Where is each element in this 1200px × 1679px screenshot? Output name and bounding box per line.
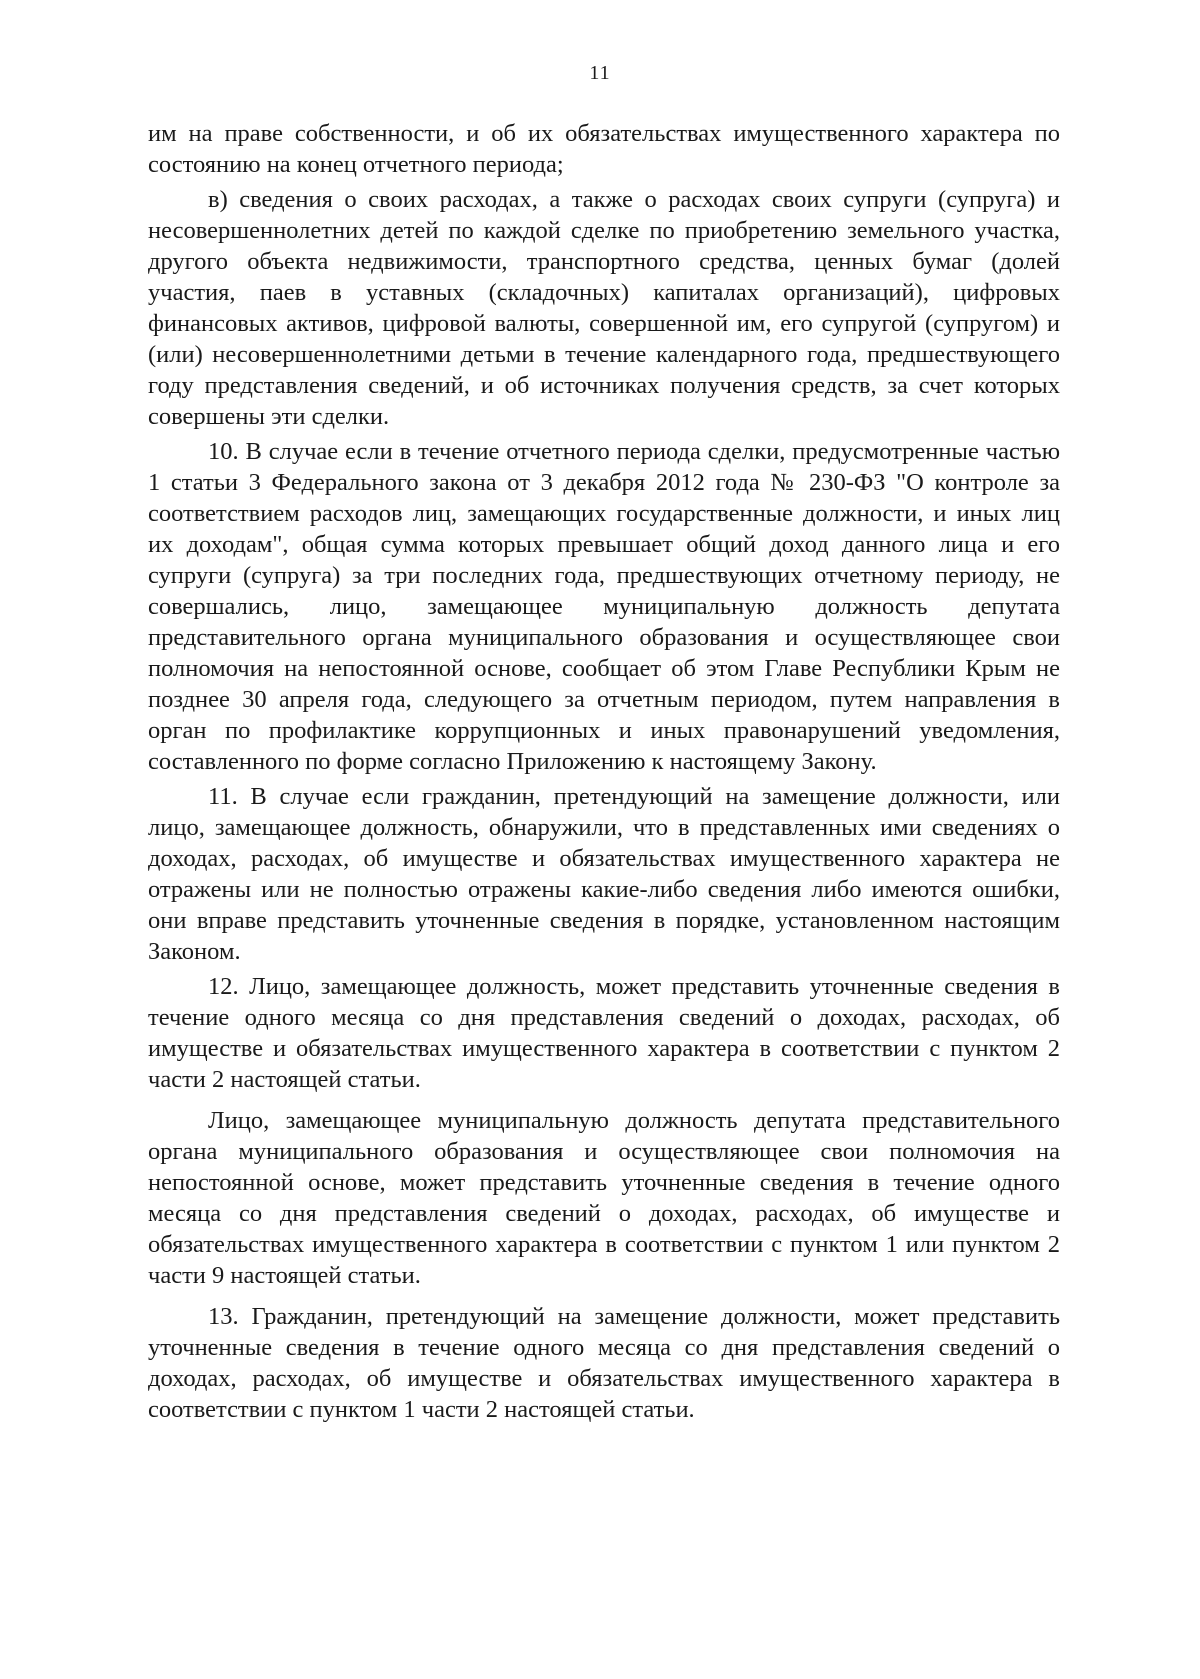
- paragraph-item-10: 10. В случае если в течение отчетного периода сделки, предусмотренные частью 1 статьи 3 Федерального закона от 3 декабря 2012 года № 230-ФЗ "О контроле за соответствием расходов лиц, замещающих государственные должности, и иных лиц их доходам", общая сумма которых превышает общий доход данного лица и его супруги (супруга) за три последних года, предшествующих отчетному периоду, не совершались, лицо, замещающее муниципальную должность депутата представительного органа муниципального образования и осуществляющее свои полномочия на непостоянной основе, сообщает об этом Главе Республики Крым не позднее 30 апреля года, следующего за отчетным периодом, путем направления в орган по профилактике коррупционных и иных правонарушений уведомления, составленного по форме согласно Приложению к настоящему Закону.: [148, 438, 1060, 775]
- paragraph-continuation: им на праве собственности, и об их обязательствах имущественного характера по состоянию на конец отчетного периода;: [148, 120, 1060, 178]
- page-number: 11: [589, 62, 611, 84]
- paragraph-item-13: 13. Гражданин, претендующий на замещение должности, может представить уточненные сведения в течение одного месяца со дня представления сведений о доходах, расходах, об имуществе и обязательствах имущественного характера в соответствии с пунктом 1 части 2 настоящей статьи.: [148, 1303, 1060, 1423]
- paragraph-item-11: 11. В случае если гражданин, претендующий на замещение должности, или лицо, замещающее должность, обнаружили, что в представленных ими сведениях о доходах, расходах, об имуществе и обязательствах имущественного характера не отражены или не полностью отражены какие-либо сведения либо имеются ошибки, они вправе представить уточненные сведения в порядке, установленном настоящим Законом.: [148, 783, 1060, 965]
- document-body: [148, 118, 1060, 1429]
- paragraph-item-12: 12. Лицо, замещающее должность, может представить уточненные сведения в течение одного месяца со дня представления сведений о доходах, расходах, об имуществе и обязательствах имущественного характера в соответствии с пунктом 2 части 2 настоящей статьи.: [148, 973, 1060, 1093]
- paragraph-subitem-v: в) сведения о своих расходах, а также о расходах своих супруги (супруга) и несовершеннолетних детей по каждой сделке по приобретению земельного участка, другого объекта недвижимости, транспортного средства, ценных бумаг (долей участия, паев в уставных (складочных) капиталах организаций), цифровых финансовых активов, цифровой валюты, совершенной им, его супругой (супругом) и (или) несовершеннолетними детьми в течение календарного года, предшествующего году представления сведений, и об источниках получения средств, за счет которых совершены эти сделки.: [148, 186, 1060, 430]
- paragraph-item-12-continuation: Лицо, замещающее муниципальную должность депутата представительного органа муниципального образования и осуществляющее свои полномочия на непостоянной основе, может представить уточненные сведения в течение одного месяца со дня представления сведений о доходах, расходах, об имуществе и обязательствах имущественного характера в соответствии с пунктом 1 или пунктом 2 части 9 настоящей статьи.: [148, 1107, 1060, 1289]
